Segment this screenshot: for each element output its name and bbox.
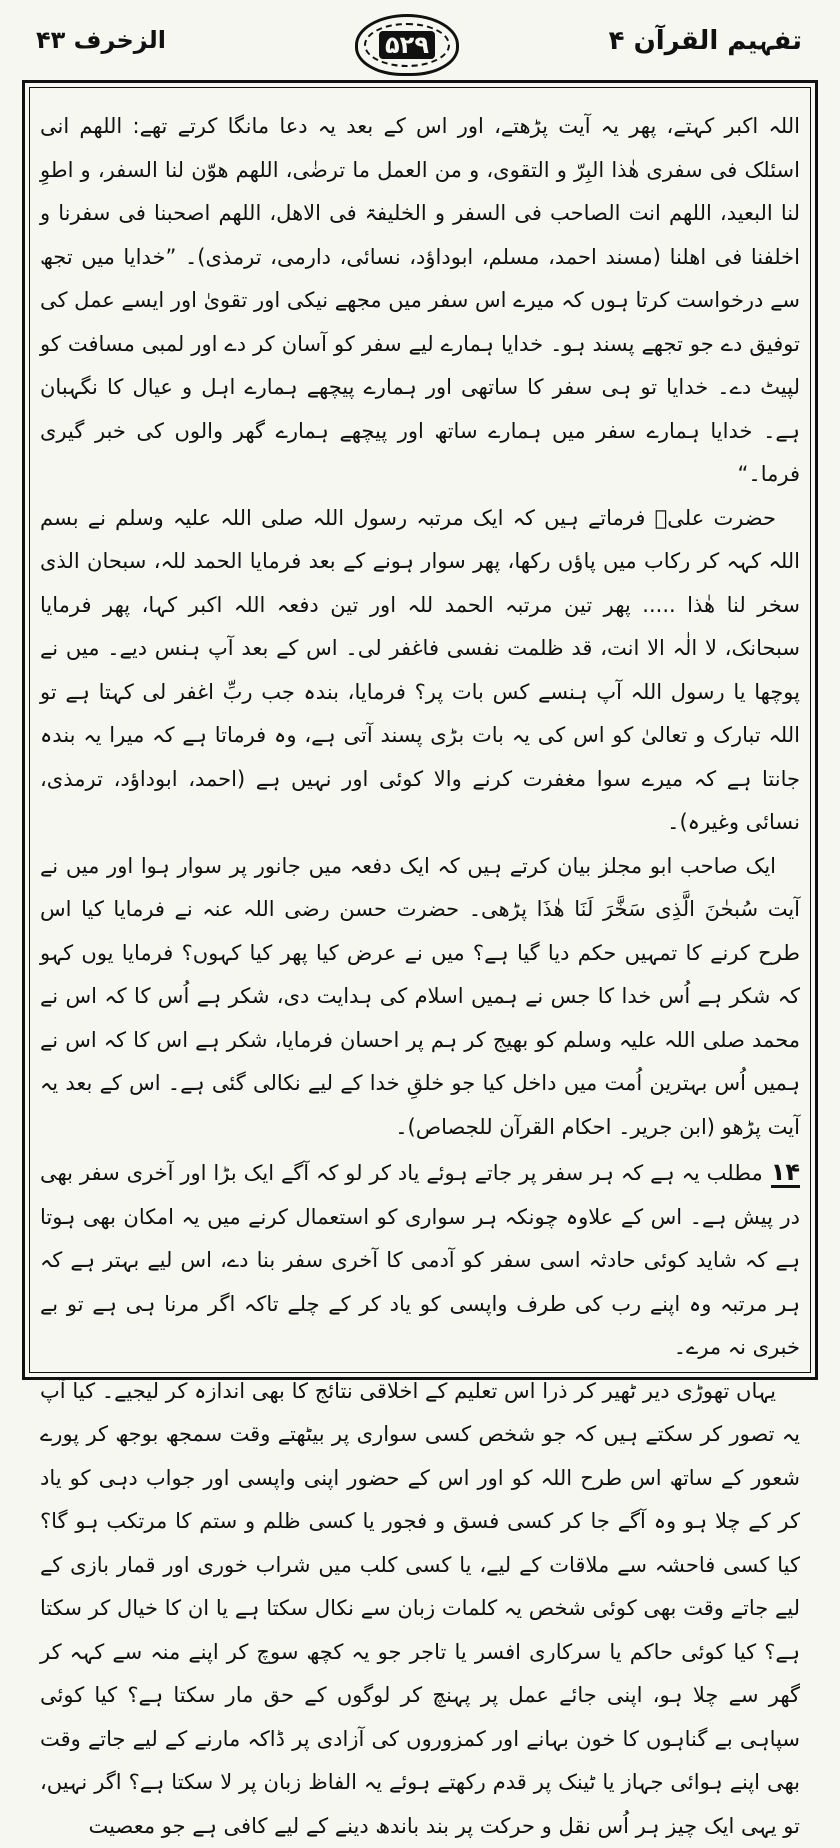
page-body — [40, 105, 800, 1375]
paragraph-abu-mijlaz: ایک صاحب ابو مجلز بیان کرتے ہیں کہ ایک دفعہ میں جانور پر سوار ہوا اور میں نے آیت سُبحٰنَ الَّذِی سَخَّرَ لَنَا ھٰذَا پڑھی۔ حضرت حسن رضی اللہ عنہ نے فرمایا کیا اس طرح کرنے کا تمہیں حکم دیا گیا ہے؟ میں نے عرض کیا پھر کیا کہوں؟ فرمایا یوں کہو کہ شکر ہے اُس خدا کا جس نے ہمیں اسلام کی ہدایت دی، شکر ہے اُس کا کہ اس نے محمد صلی اللہ علیہ وسلم کو بھیج کر ہم پر احسان فرمایا، شکر ہے اس کا کہ اس نے ہمیں اُس بہترین اُمت میں داخل کیا جو خلقِ خدا کے لیے نکالی گئی ہے۔ اس کے بعد یہ آیت پڑھو (ابن جریر۔ احکام القرآن للجصاص)۔ — [40, 845, 800, 1150]
footnote-paragraph — [40, 1152, 800, 1370]
page-number: ۵۲۹ — [379, 31, 435, 59]
page-number-badge — [355, 14, 459, 76]
surah-title: الزخرف ۴۳ — [36, 26, 166, 54]
footnote-number: ۱۴ — [771, 1159, 800, 1188]
paragraph-moral-lessons: یہاں تھوڑی دیر ٹھیر کر ذرا اس تعلیم کے اخلاقی نتائج کا بھی اندازہ کر لیجیے۔ کیا آپ یہ تصور کر سکتے ہیں کہ جو شخص کسی سواری پر بیٹھتے وقت سمجھ بوجھ کر پورے شعور کے ساتھ اس طرح اللہ کو اور اس کے حضور اپنی واپسی اور جواب دہی کو یاد کر کے چلا ہو وہ آگے جا کر کسی فسق و فجور یا کسی ظلم و ستم کا مرتکب ہو گا؟ کیا کسی فاحشہ سے ملاقات کے لیے، یا کسی کلب میں شراب خوری اور قمار بازی کے لیے جاتے وقت بھی کوئی شخص یہ کلمات زبان سے نکال سکتا ہے یا ان کا خیال کر سکتا ہے؟ کیا کوئی حاکم یا سرکاری افسر یا تاجر جو یہ کچھ سوچ کر اپنے منہ سے کہہ کر گھر سے چلا ہو، اپنی جائے عمل پر پہنچ کر لوگوں کے حق مار سکتا ہے؟ کیا کوئی سپاہی بے گناہوں کا خون بہانے اور کمزوروں کی آزادی پر ڈاکہ مارنے کے لیے جاتے وقت بھی اپنے ہوائی جہاز یا ٹینک پر قدم رکھتے ہوئے یہ الفاظ زبان پر لا سکتا ہے؟ اگر نہیں، تو یہی ایک چیز ہر اُس نقل و حرکت پر بند باندھ دینے کے لیے کافی ہے جو معصیت — [40, 1370, 800, 1848]
book-title: تفہیم القرآن ۴ — [609, 26, 802, 56]
paragraph-dua: اللہ اکبر کہتے، پھر یہ آیت پڑھتے، اور اس کے بعد یہ دعا مانگا کرتے تھے: اللھم انی اسئلک فی سفری ھٰذا البِرّ و التقوی، و من العمل ما ترضٰی، اللھم ھوّن لنا السفر، و اطوِ لنا البعید، اللھم انت الصاحب فی السفر و الخلیفۃ فی الاھل، اللھم اصحبنا فی سفرنا و اخلفنا فی اھلنا (مسند احمد، مسلم، ابوداؤد، نسائی، دارمی، ترمذی)۔ ”خدایا میں تجھ سے درخواست کرتا ہوں کہ میرے اس سفر میں مجھے نیکی اور تقویٰ اور ایسے عمل کی توفیق دے جو تجھے پسند ہو۔ خدایا ہمارے لیے سفر کو آسان کر دے اور لمبی مسافت کو لپیٹ دے۔ خدایا تو ہی سفر کا ساتھی اور ہمارے پیچھے ہمارے اہل و عیال کا نگہبان ہے۔ خدایا ہمارے سفر میں ہمارے ساتھ اور پیچھے ہمارے گھر والوں کی خبر گیری فرما۔“ — [40, 105, 800, 497]
paragraph-hazrat-ali: حضرت علیؓ فرماتے ہیں کہ ایک مرتبہ رسول اللہ صلی اللہ علیہ وسلم نے بسم اللہ کہہ کر رکاب میں پاؤں رکھا، پھر سوار ہونے کے بعد فرمایا الحمد للہ، سبحان الذی سخر لنا ھٰذا ..... پھر تین مرتبہ الحمد للہ اور تین دفعہ اللہ اکبر کہا، پھر فرمایا سبحانک، لا الٰہ الا انت، قد ظلمت نفسی فاغفر لی۔ اس کے بعد آپ ہنس دیے۔ میں نے پوچھا یا رسول اللہ آپ ہنسے کس بات پر؟ فرمایا، بندہ جب ربِّ اغفر لی کہتا ہے تو اللہ تبارک و تعالیٰ کو اس کی یہ بات بڑی پسند آتی ہے، وہ فرماتا ہے کہ میرا یہ بندہ جانتا ہے کہ میرے سوا مغفرت کرنے والا کوئی اور نہیں ہے (احمد، ابوداؤد، ترمذی، نسائی وغیرہ)۔ — [40, 497, 800, 845]
footnote-text: مطلب یہ ہے کہ ہر سفر پر جاتے ہوئے یاد کر لو کہ آگے ایک بڑا اور آخری سفر بھی در پیش ہے۔ اس کے علاوہ چونکہ ہر سواری کو استعمال کرنے میں یہ امکان بھی ہوتا ہے کہ شاید کوئی حادثہ اسی سفر کو آدمی کا آخری سفر بنا دے، اس لیے بہتر ہے کہ ہر مرتبہ وہ اپنے رب کی طرف واپسی کو یاد کر کے چلے تاکہ اگر مرنا ہی ہے تو بے خبری نہ مرے۔ — [40, 1161, 800, 1359]
page-header — [0, 0, 840, 80]
